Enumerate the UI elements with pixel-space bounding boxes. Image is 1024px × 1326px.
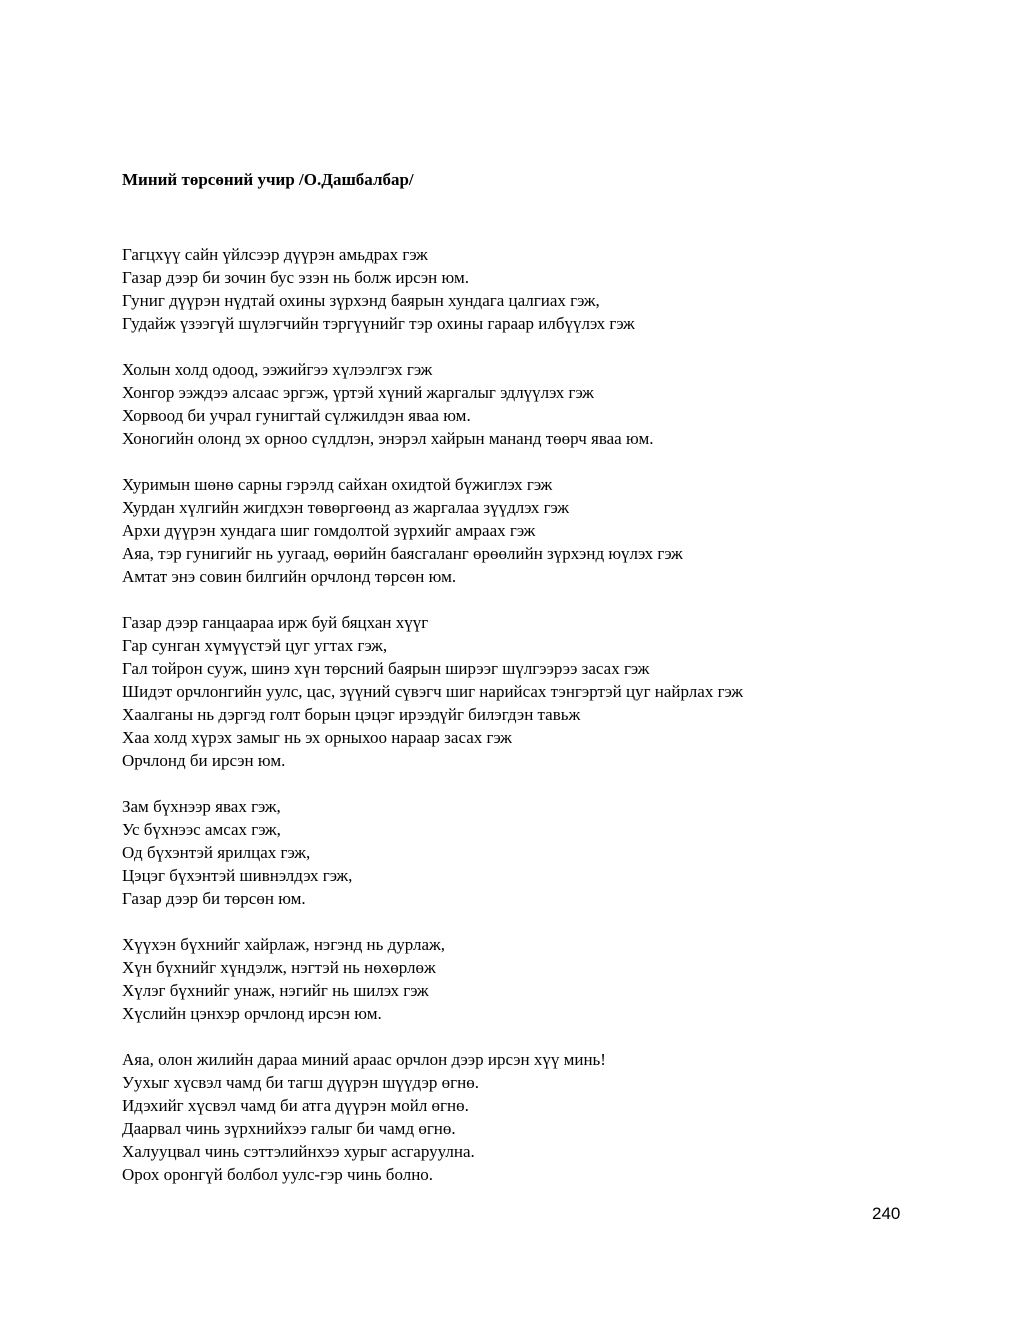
poem-line: Холын холд одоод, ээжийгээ хүлээлгэх гэж <box>122 360 433 379</box>
poem-line: Хаалганы нь дэргэд голт борын цэцэг ирээдүйг билэгдэн тавьж <box>122 705 581 724</box>
poem-line: Гар сунган хүмүүстэй цуг угтах гэж, <box>122 636 388 655</box>
poem-line: Орчлонд би ирсэн юм. <box>122 751 286 770</box>
stanza <box>122 795 962 910</box>
poem-line: Гуниг дүүрэн нүдтай охины зүрхэнд баярын хундага цалгиах гэж, <box>122 291 600 310</box>
poem-line: Хонгор ээждээ алсаас эргэж, үртэй хүний жаргалыг эдлүүлэх гэж <box>122 383 594 402</box>
poem-line: Газар дээр би зочин бус эзэн нь болж ирсэн юм. <box>122 268 469 287</box>
poem-line: Гагцхүү сайн үйлсээр дүүрэн амьдрах гэж <box>122 245 428 264</box>
poem-line: Гал тойрон сууж, шинэ хүн төрсний баярын ширээг шүлгээрээ засах гэж <box>122 659 650 678</box>
poem-line: Хоногийн олонд эх орноо сүлдлэн, энэрэл хайрын мананд төөрч яваа юм. <box>122 429 654 448</box>
poem-line: Даарвал чинь зүрхнийхээ галыг би чамд өгнө. <box>122 1119 456 1138</box>
poem-line: Хүүхэн бүхнийг хайрлаж, нэгэнд нь дурлаж, <box>122 935 446 954</box>
poem-line: Ус бүхнээс амсах гэж, <box>122 820 281 839</box>
poem-line: Гудайж үзээгүй шүлэгчийн тэргүүнийг тэр охины гараар илбүүлэх гэж <box>122 314 635 333</box>
poem-line: Орох оронгүй болбол уулс-гэр чинь болно. <box>122 1165 434 1184</box>
stanza <box>122 473 962 588</box>
page-number: 240 <box>872 1204 901 1223</box>
stanza <box>122 933 962 1025</box>
poem-line: Хүлэг бүхнийг унаж, нэгийг нь шилэх гэж <box>122 981 429 1000</box>
poem-line: Аяа, тэр гунигийг нь уугаад, өөрийн баясгаланг өрөөлийн зүрхэнд юүлэх гэж <box>122 544 683 563</box>
poem-title: Миний төрсөний учир /О.Дашбалбар/ <box>122 170 414 189</box>
poem-body <box>122 243 962 1209</box>
poem-line: Хуримын шөнө сарны гэрэлд сайхан охидтой бүжиглэх гэж <box>122 475 553 494</box>
poem-line: Архи дүүрэн хундага шиг гомдолтой зүрхийг амраах гэж <box>122 521 536 540</box>
poem-line: Хурдан хүлгийн жигдхэн төвөргөөнд аз жаргалаа зүүдлэх гэж <box>122 498 569 517</box>
stanza <box>122 611 962 772</box>
stanza <box>122 358 962 450</box>
poem-line: Хүн бүхнийг хүндэлж, нэгтэй нь нөхөрлөж <box>122 958 436 977</box>
poem-line: Хаа холд хүрэх замыг нь эх орныхоо нараар засах гэж <box>122 728 512 747</box>
poem-line: Од бүхэнтэй ярилцах гэж, <box>122 843 311 862</box>
poem-line: Газар дээр би төрсөн юм. <box>122 889 306 908</box>
poem-line: Цэцэг бүхэнтэй шивнэлдэх гэж, <box>122 866 353 885</box>
poem-line: Газар дээр ганцаараа ирж буй бяцхан хүүг <box>122 613 429 632</box>
stanza <box>122 1048 962 1186</box>
poem-line: Уухыг хүсвэл чамд би тагш дүүрэн шүүдэр өгнө. <box>122 1073 479 1092</box>
poem-line: Идэхийг хүсвэл чамд би атга дүүрэн мойл өгнө. <box>122 1096 469 1115</box>
stanza <box>122 243 962 335</box>
poem-line: Аяа, олон жилийн дараа миний араас орчлон дээр ирсэн хүү минь! <box>122 1050 606 1069</box>
poem-line: Амтат энэ совин билгийн орчлонд төрсөн юм. <box>122 567 457 586</box>
poem-line: Халууцвал чинь сэттэлийнхээ хурыг асгаруулна. <box>122 1142 475 1161</box>
poem-line: Хорвоод би учрал гунигтай сүлжилдэн яваа юм. <box>122 406 471 425</box>
poem-line: Хүслийн цэнхэр орчлонд ирсэн юм. <box>122 1004 382 1023</box>
poem-line: Зам бүхнээр явах гэж, <box>122 797 281 816</box>
poem-line: Шидэт орчлонгийн уулс, цас, зүүний сүвэгч шиг нарийсах тэнгэртэй цуг найрлах гэж <box>122 682 743 701</box>
